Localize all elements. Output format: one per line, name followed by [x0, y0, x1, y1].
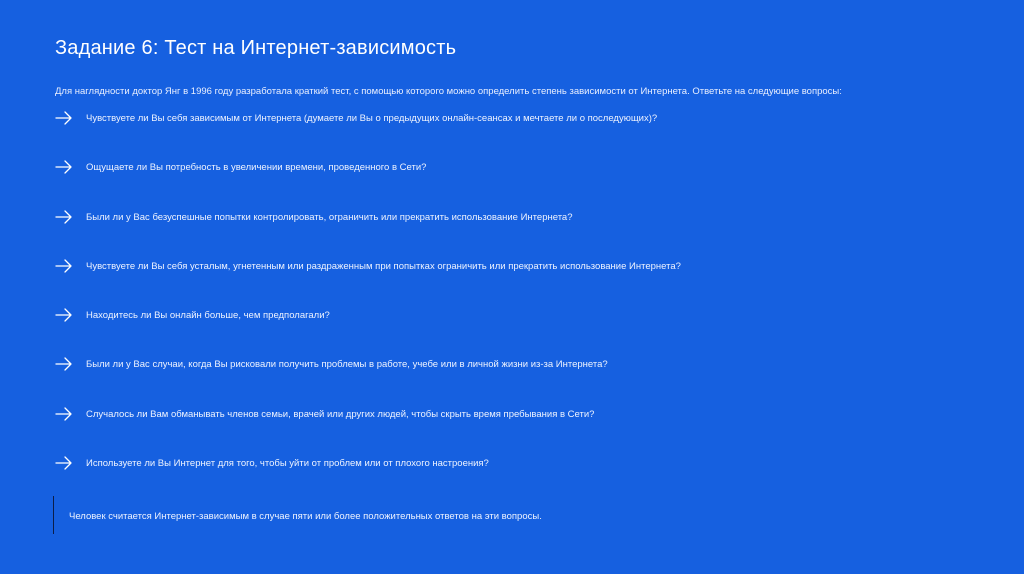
list-item	[55, 208, 995, 257]
question-text: Случалось ли Вам обманывать членов семьи, врачей или других людей, чтобы скрыть время пребывания в Сети?	[86, 408, 595, 420]
page-title: Задание 6: Тест на Интернет-зависимость	[55, 37, 457, 59]
intro-text: Для наглядности доктор Янг в 1996 году разработала краткий тест, с помощью которого можно определить степень зависимости от Интернета. Ответьте на следующие вопросы:	[55, 86, 842, 97]
question-text: Ощущаете ли Вы потребность в увеличении времени, проведенного в Сети?	[86, 162, 427, 174]
list-item	[55, 257, 995, 306]
arrow-right-icon	[55, 160, 73, 174]
list-item	[55, 405, 995, 454]
list-item	[55, 158, 995, 207]
question-list	[55, 109, 995, 503]
arrow-right-icon	[55, 308, 73, 322]
question-text: Были ли у Вас случаи, когда Вы рисковали получить проблемы в работе, учебе или в личной жизни из-за Интернета?	[86, 359, 608, 371]
arrow-right-icon	[55, 210, 73, 224]
arrow-right-icon	[55, 259, 73, 273]
list-item	[55, 355, 995, 404]
arrow-right-icon	[55, 111, 73, 125]
arrow-right-icon	[55, 407, 73, 421]
arrow-right-icon	[55, 357, 73, 371]
conclusion-text: Человек считается Интернет-зависимым в случае пяти или более положительных ответов на эти вопросы.	[69, 511, 542, 522]
list-item	[55, 306, 995, 355]
question-text: Находитесь ли Вы онлайн больше, чем предполагали?	[86, 310, 330, 322]
question-text: Были ли у Вас безуспешные попытки контролировать, ограничить или прекратить использование Интернета?	[86, 211, 573, 223]
list-item	[55, 109, 995, 158]
question-text: Чувствуете ли Вы себя усталым, угнетенным или раздраженным при попытках ограничить или прекратить использование Интернета?	[86, 260, 681, 272]
conclusion-callout	[53, 496, 969, 534]
arrow-right-icon	[55, 456, 73, 470]
question-text: Чувствуете ли Вы себя зависимым от Интернета (думаете ли Вы о предыдущих онлайн-сеансах и мечтаете ли о последующих)?	[86, 113, 658, 124]
question-text: Используете ли Вы Интернет для того, чтобы уйти от проблем или от плохого настроения?	[86, 458, 489, 470]
